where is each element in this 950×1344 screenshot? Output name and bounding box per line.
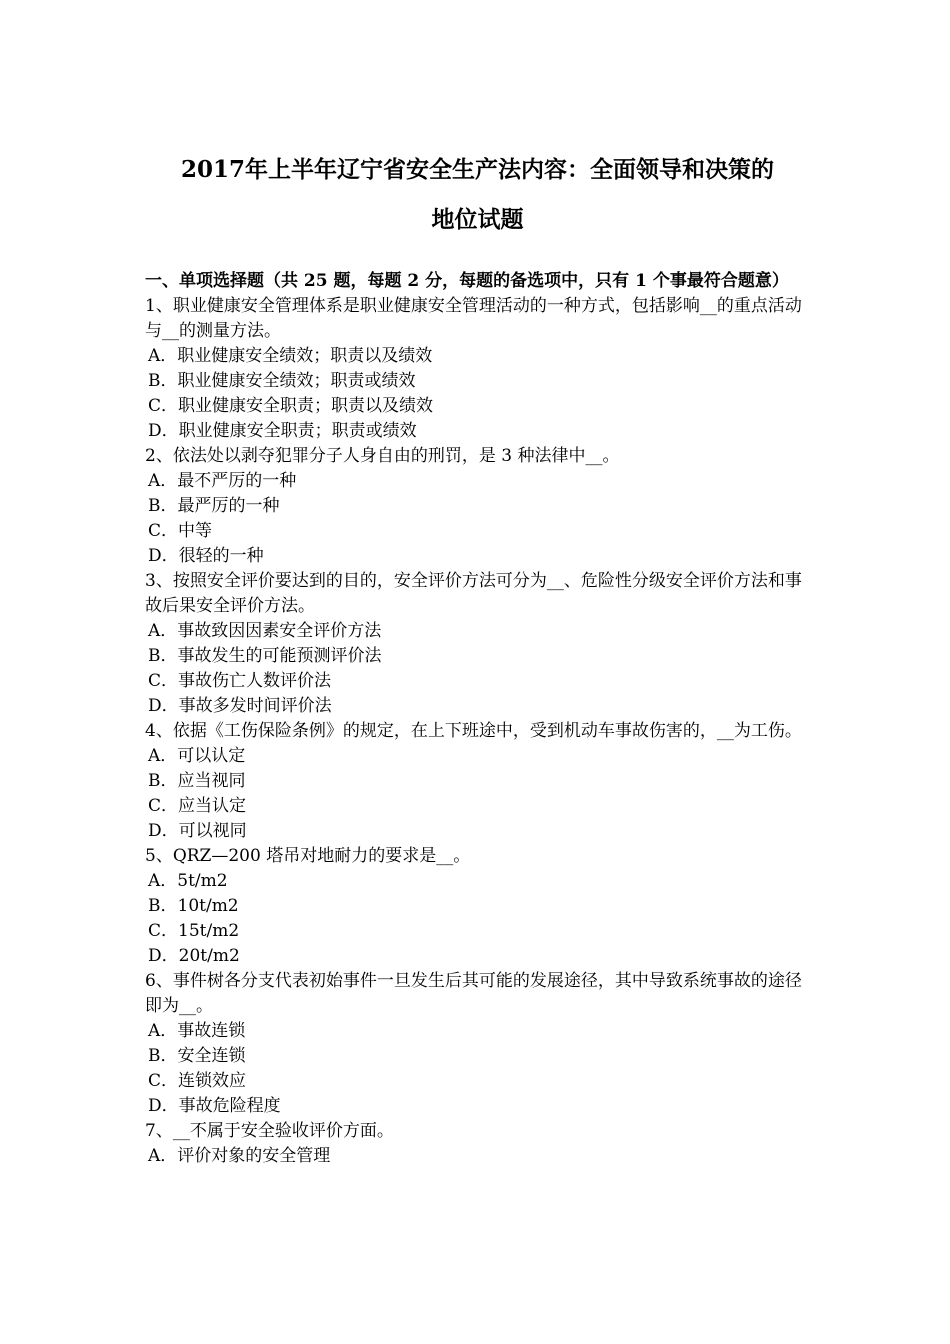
title-line-1: 2017年上半年辽宁省安全生产法内容：全面领导和决策的 bbox=[180, 156, 774, 183]
question-option bbox=[145, 1019, 810, 1044]
option-text: 20t/m2 bbox=[178, 946, 240, 966]
document-title bbox=[145, 145, 810, 245]
question-option bbox=[145, 619, 810, 644]
option-text: 10t/m2 bbox=[177, 896, 239, 916]
question-option bbox=[145, 769, 810, 794]
option-letter: D． bbox=[148, 696, 179, 716]
option-letter: C． bbox=[148, 796, 179, 816]
option-letter: C． bbox=[148, 671, 179, 691]
question-option bbox=[145, 919, 810, 944]
question-stem: 6、事件树各分支代表初始事件一旦发生后其可能的发展途径，其中导致系统事故的途径即为__。 bbox=[145, 971, 802, 1016]
option-text: 连锁效应 bbox=[178, 1071, 247, 1091]
option-letter: B． bbox=[148, 496, 178, 516]
question-block bbox=[145, 844, 810, 969]
option-text: 安全连锁 bbox=[177, 1046, 246, 1066]
option-text: 职业健康安全绩效；职责以及绩效 bbox=[177, 346, 433, 366]
question-block bbox=[145, 719, 810, 844]
option-letter: A． bbox=[148, 621, 178, 641]
question-option bbox=[145, 394, 810, 419]
question-block bbox=[145, 294, 810, 444]
question-option bbox=[145, 744, 810, 769]
question-option bbox=[145, 419, 810, 444]
question-option bbox=[145, 1069, 810, 1094]
question-stem: 3、按照安全评价要达到的目的，安全评价方法可分为__、危险性分级安全评价方法和事故后果安全评价方法。 bbox=[145, 571, 802, 616]
option-text: 应当认定 bbox=[178, 796, 247, 816]
question-option bbox=[145, 344, 810, 369]
question-block bbox=[145, 569, 810, 719]
question-option bbox=[145, 1144, 810, 1169]
question-option bbox=[145, 1044, 810, 1069]
option-letter: D． bbox=[148, 946, 179, 966]
option-letter: C． bbox=[148, 521, 179, 541]
option-letter: A． bbox=[148, 1146, 178, 1166]
option-text: 职业健康安全职责；职责或绩效 bbox=[178, 421, 417, 441]
question-list bbox=[145, 294, 810, 1169]
option-letter: D． bbox=[148, 421, 179, 441]
question-option bbox=[145, 694, 810, 719]
option-letter: B． bbox=[148, 646, 178, 666]
option-letter: A． bbox=[148, 1021, 178, 1041]
option-text: 事故多发时间评价法 bbox=[178, 696, 332, 716]
question-option bbox=[145, 469, 810, 494]
option-text: 中等 bbox=[178, 521, 213, 541]
question-stem: 2、依法处以剥夺犯罪分子人身自由的刑罚，是 3 种法律中__。 bbox=[145, 446, 620, 466]
option-letter: A． bbox=[148, 471, 178, 491]
option-text: 很轻的一种 bbox=[178, 546, 264, 566]
option-text: 可以视同 bbox=[178, 821, 247, 841]
option-text: 15t/m2 bbox=[178, 921, 240, 941]
option-letter: C． bbox=[148, 1071, 179, 1091]
question-option bbox=[145, 494, 810, 519]
option-text: 事故致因因素安全评价方法 bbox=[177, 621, 382, 641]
question-option bbox=[145, 669, 810, 694]
question-option bbox=[145, 869, 810, 894]
question-stem: 1、职业健康安全管理体系是职业健康安全管理活动的一种方式，包括影响__的重点活动与__的测量方法。 bbox=[145, 296, 802, 341]
question-stem: 4、依据《工伤保险条例》的规定，在上下班途中，受到机动车事故伤害的，__为工伤。 bbox=[145, 721, 802, 741]
question-option bbox=[145, 369, 810, 394]
question-option bbox=[145, 794, 810, 819]
option-text: 职业健康安全绩效；职责或绩效 bbox=[177, 371, 416, 391]
question-option bbox=[145, 944, 810, 969]
option-letter: C． bbox=[148, 921, 179, 941]
option-letter: C． bbox=[148, 396, 179, 416]
option-text: 事故伤亡人数评价法 bbox=[178, 671, 332, 691]
question-option bbox=[145, 894, 810, 919]
option-letter: A． bbox=[148, 346, 178, 366]
option-letter: D． bbox=[148, 546, 179, 566]
question-option bbox=[145, 1094, 810, 1119]
option-text: 最严厉的一种 bbox=[177, 496, 280, 516]
option-text: 评价对象的安全管理 bbox=[177, 1146, 331, 1166]
option-letter: B． bbox=[148, 371, 178, 391]
question-stem: 7、__不属于安全验收评价方面。 bbox=[145, 1121, 394, 1141]
option-text: 最不严厉的一种 bbox=[177, 471, 297, 491]
question-option bbox=[145, 819, 810, 844]
section-heading: 一、单项选择题（共 25 题，每题 2 分，每题的备选项中，只有 1 个事最符合题意） bbox=[145, 271, 789, 291]
option-text: 事故发生的可能预测评价法 bbox=[177, 646, 382, 666]
title-line-2: 地位试题 bbox=[431, 206, 524, 233]
option-letter: B． bbox=[148, 896, 178, 916]
option-letter: B． bbox=[148, 771, 178, 791]
option-letter: D． bbox=[148, 821, 179, 841]
option-letter: A． bbox=[148, 746, 178, 766]
question-option bbox=[145, 644, 810, 669]
question-block bbox=[145, 969, 810, 1119]
option-text: 事故连锁 bbox=[177, 1021, 246, 1041]
question-block bbox=[145, 444, 810, 569]
option-text: 职业健康安全职责；职责以及绩效 bbox=[178, 396, 434, 416]
option-text: 5t/m2 bbox=[177, 871, 228, 891]
question-stem: 5、QRZ—200 塔吊对地耐力的要求是__。 bbox=[145, 846, 471, 866]
option-text: 应当视同 bbox=[177, 771, 246, 791]
option-letter: D． bbox=[148, 1096, 179, 1116]
document-page bbox=[145, 145, 810, 1169]
option-letter: B． bbox=[148, 1046, 178, 1066]
question-option bbox=[145, 544, 810, 569]
option-letter: A． bbox=[148, 871, 178, 891]
option-text: 可以认定 bbox=[177, 746, 246, 766]
option-text: 事故危险程度 bbox=[178, 1096, 281, 1116]
question-option bbox=[145, 519, 810, 544]
question-block bbox=[145, 1119, 810, 1169]
